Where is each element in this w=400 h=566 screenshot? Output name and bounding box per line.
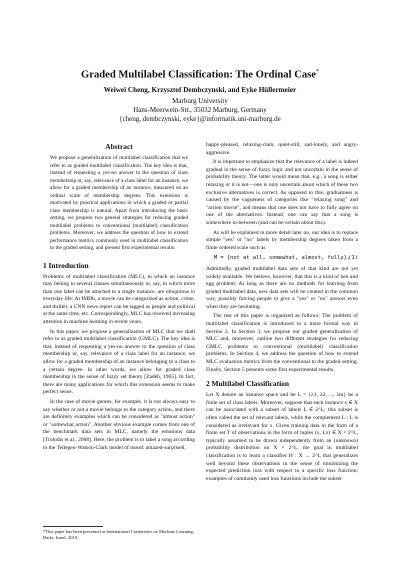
abstract-block	[43, 142, 195, 253]
author-list: Weiwei Cheng, Krzysztof Dembczynski, and Eyke Hüllermeier	[103, 86, 297, 94]
equation-1	[206, 255, 358, 263]
intro-paragraph-5: As will be explained in more detail later on, our idea is to replace simple "yes" or "no" labels by membership degrees taken from a finite ordered scale such as	[206, 229, 358, 251]
footnote: *This paper has been presented at International Conference on Machine Learning, Haifa, Israel, 2010.	[43, 529, 194, 540]
intro-paragraph-3-continued: happy-pleased, relaxing-clam, quiet-still, sad-lonely, and angry-aggressive.	[206, 142, 358, 156]
title-text: Graded Multilabel Classification: The Ordinal Case	[81, 69, 316, 81]
left-column	[43, 142, 195, 454]
abstract-heading: Abstract	[105, 142, 133, 151]
affiliation-university: Marburg University	[172, 97, 228, 105]
intro-paragraph-4: It is important to emphasize that the relevance of a label is indeed gradual in the sense of fuzzy logic and not uncertain in the sense of probability theory. The latter would mean that, e.g., a song is either relaxing or it is not—one is only uncertain about which of these two exclusive alternatives is correct. As opposed to this, gradualness is caused by the vagueness of categories like "relaxing song" and "action movie", and means that one does not have to fully agree on one of the alternatives. Instead, one can say that a song is somewhere in-between (and can be certain about this).	[206, 159, 358, 226]
right-column	[206, 142, 358, 485]
equation-body: M = {not at all, somewhat, almost, fully},	[213, 255, 351, 262]
intro-paragraph-6: Admittedly, graded multilabel data sets of that kind are not yet widely available. We believe, however, that this is a kind of hen and egg problem: As long as there are no methods for learning from graded multilabel data, new data sets will be created in the common way, possibly forcing people to give a "yes" or "no" answer even when they are hesitating.	[206, 265, 358, 310]
intro-paragraph-7: The rest of this paper is organized as follows: The problem of multilabel classification is introduced in a more formal way in Section 2. In Section 3, we propose our graded generalization of MLC and, moreover, outline two different strategies for reducing GMLC problems to conventional (multilabel) classification problems. In Section 4, we address the question of how to extend MLC evaluation metrics from the conventional to the graded setting. Finally, Section 5 presents some first experimental results.	[206, 313, 358, 373]
title-footnote-mark: *	[315, 69, 319, 75]
affiliation-email: {cheng, dembczynski, eyke}@informatik.uni-marburg.de	[119, 115, 281, 123]
section-heading-multilabel: 2 Multilabel Classification	[206, 379, 289, 389]
abstract-text: We propose a generalization of multilabel classification that we refer to as graded multilabel classification. The key idea is that, instead of requesting a yes-no answer to the question of class membership or, say, relevance of a class label for an instance, we allow for a graded membership of an instance, measured on an ordinal scale of membership degrees. This extension is motivated by practical applications in which a graded or partial class membership is natural. Apart from introducing the basic setting, we propose two general strategies for reducing graded multilabel problems to conventional (multilabel) classification problems. Moreover, we address the question of how to extend performance metrics commonly used in multilabel classification to the graded setting, and present first experimental results.	[50, 155, 188, 251]
intro-paragraph-1: Problems of multilabel classification (MLC), in which an instance may belong to several classes simultaneously or, say, in which more than one label can be attached to a single instance, are ubiquitous in everyday life: At IMDb, a movie can be categorized as action, crime, and thriller, a CNN news report can be tagged as people and political at the same time, etc. Correspondingly, MLC has received increasing attention in machine learning in recent years.	[43, 273, 195, 326]
footnote-rule	[43, 526, 103, 527]
multilabel-paragraph-1: Let X denote an instance space and let L = {λ1, λ2, ..., λm} be a finite set of class labels. Moreover, suppose that each instance x ∈ X can be associated with a subset of labels L ∈ 2^L; this subset is often called the set of relevant labels, while the complement L \ L is considered as irrelevant for x. Given training data in the form of a finite set T of observations in the form of tuples (x, Lx) ∈ X × 2^L, typically assumed to be drawn independently from an (unknown) probability distribution on X × 2^L, the goal in multilabel classification is to learn a classifier H : X → 2^L that generalizes well beyond these observations in the sense of minimizing the expected prediction loss with respect to a specific loss function; examples of commonly used loss functions include the subset	[206, 392, 358, 482]
equation-number: (1)	[348, 255, 358, 262]
intro-paragraph-2: In this paper, we propose a generalization of MLC that we shall refer to as graded multilabel classification (GMLC). The key idea is that, instead of requesting a yes-no answer to the question of class membership or, say, relevance of a class label for an instance, we allow for a graded membership of an instance belonging to a class to a certain degree. In other words, we allow for graded class membership in the sense of fuzzy set theory [Zadeh, 1965]. In fact, there are many applications for which this extension seems to make perfect sense.	[43, 328, 195, 396]
intro-paragraph-3: In the case of movie genres, for example, it is not always easy to say whether or not a movie belongs to the category action, and there are definitely examples which can be considered as "almost action" or "somewhat action". Another obvious example comes from one of the benchmark data sets in MLC, namely the emotions data [Trohidis et al., 2008]. Here, the problem is to label a song according to the Tellegen-Watson-Clark model of mood: amazed-surprised,	[43, 399, 195, 451]
affiliation-address: Hans-Meerwein-Str., 35032 Marburg, Germany	[133, 106, 267, 114]
section-heading-introduction: 1 Introduction	[43, 260, 89, 270]
paper-title	[0, 66, 400, 82]
